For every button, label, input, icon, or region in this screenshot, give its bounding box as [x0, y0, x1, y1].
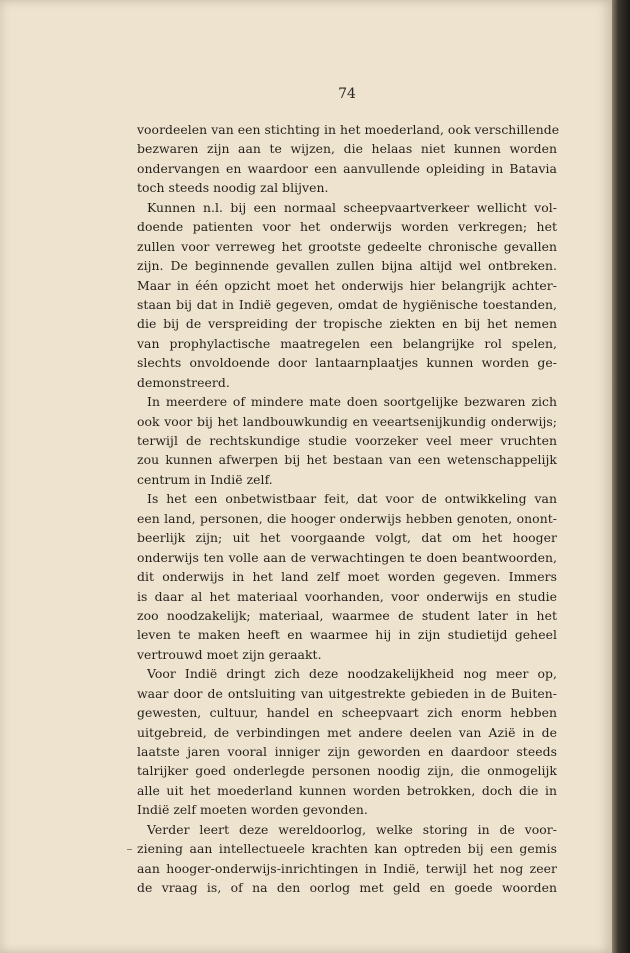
text-line: zullen voor verreweg het grootste gedeelte chronische gevallen: [137, 238, 557, 254]
text-line: is daar al het materiaal voorhanden, voor onderwijs en studie: [137, 588, 557, 604]
text-line: toch steeds noodig zal blijven.: [137, 180, 329, 196]
text-line: ook voor bij het landbouwkundig en veeartsenijkundig onderwijs;: [137, 413, 557, 429]
text-line: Indië zelf moeten worden gevonden.: [137, 802, 368, 818]
text-line: Verder leert deze wereldoorlog, welke storing in de voor-: [147, 821, 557, 837]
text-line: talrijker goed onderlegde personen noodig zijn, die onmogelijk: [137, 763, 557, 779]
text-line: Kunnen n.l. bij een normaal scheepvaartverkeer wellicht vol-: [147, 199, 557, 215]
text-line: Is het een onbetwistbaar feit, dat voor de ontwikkeling van: [147, 491, 557, 507]
text-line: bezwaren zijn aan te wijzen, die helaas niet kunnen worden: [137, 141, 557, 157]
text-line: terwijl de rechtskundige studie voorzeker veel meer vruchten: [137, 433, 557, 448]
text-line: zoo noodzakelijk; materiaal, waarmee de student later in het: [137, 607, 557, 623]
text-line: beerlijk zijn; uit het voorgaande volgt, dat om het hooger: [137, 530, 557, 546]
text-line: ondervangen en waardoor een aanvullende opleiding in Batavia: [137, 160, 557, 176]
text-line: onderwijs ten volle aan de verwachtingen te doen beantwoorden,: [137, 549, 557, 565]
text-line: een land, personen, die hooger onderwijs hebben genoten, onont-: [137, 510, 557, 526]
text-line: In meerdere of mindere mate doen soortgelijke bezwaren zich: [147, 394, 557, 410]
text-line: vertrouwd moet zijn geraakt.: [137, 646, 322, 662]
text-line: laatste jaren vooral inniger zijn geworden en daardoor steeds: [137, 744, 557, 759]
text-line: gewesten, cultuur, handel en scheepvaart zich enorm hebben: [137, 705, 557, 721]
printer-mark: [127, 849, 132, 850]
page-number: 74: [338, 86, 356, 102]
text-line: centrum in Indië zelf.: [137, 471, 273, 487]
text-line: zijn. De beginnende gevallen zullen bijna altijd wel ontbreken.: [137, 258, 557, 274]
text-line: die bij de verspreiding der tropische ziekten en bij het nemen: [137, 316, 557, 332]
text-line: Maar in één opzicht moet het onderwijs hier belangrijk achter-: [137, 277, 557, 293]
text-line: de vraag is, of na den oorlog met geld en goede woorden: [137, 880, 557, 896]
text-line: slechts onvoldoende door lantaarnplaatjes kunnen worden ge-: [137, 355, 557, 371]
body-text: [137, 120, 560, 898]
text-line: doende patienten voor het onderwijs worden verkregen; het: [137, 219, 557, 235]
text-line: dit onderwijs in het land zelf moet worden gegeven. Immers: [137, 569, 557, 585]
text-line: uitgebreid, de verbindingen met andere deelen van Azië in de: [137, 724, 557, 740]
text-line: staan bij dat in Indië gegeven, omdat de hygiënische toestanden,: [137, 296, 557, 312]
text-line: alle uit het moederland kunnen worden betrokken, doch die in: [137, 782, 557, 798]
book-edge: [612, 0, 630, 953]
text-line: van prophylactische maatregelen een belangrijke rol spelen,: [137, 335, 557, 351]
text-line: voordeelen van een stichting in het moederland, ook verschillende: [137, 122, 560, 137]
text-line: waar door de ontsluiting van uitgestrekte gebieden in de Buiten-: [137, 685, 557, 701]
text-line: zou kunnen afwerpen bij het bestaan van een wetenschappelijk: [137, 452, 557, 468]
text-line: leven te maken heeft en waarmee hij in zijn studietijd geheel: [137, 627, 557, 643]
text-line: ziening aan intellectueele krachten kan optreden bij een gemis: [137, 841, 557, 857]
text-line: Voor Indië dringt zich deze noodzakelijkheid nog meer op,: [147, 666, 557, 682]
text-line: demonstreerd.: [137, 374, 230, 390]
text-line: aan hooger-onderwijs-inrichtingen in Indië, terwijl het nog zeer: [137, 860, 557, 876]
